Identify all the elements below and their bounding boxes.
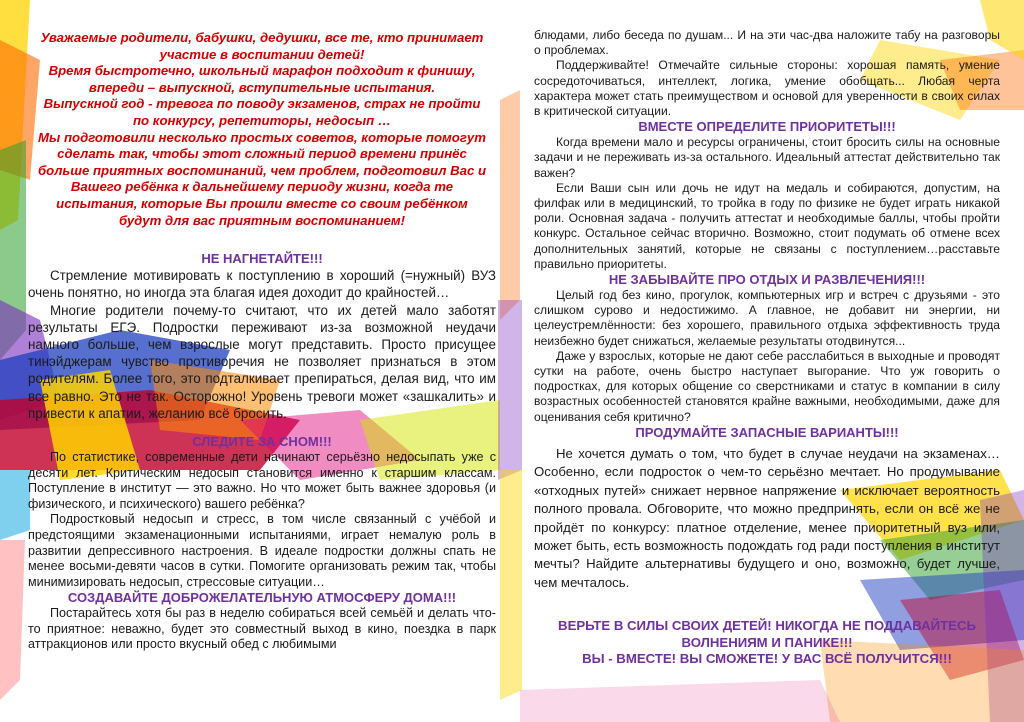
intro-anxiety: Выпускной год - тревога по поводу экзаменов, страх не пройти по конкурсу, репетиторы, недосып … — [43, 96, 481, 128]
heading-atmosphere: СОЗДАВАЙТЕ ДОБРОЖЕЛАТЕЛЬНУЮ АТМОСФЕРУ ДОМА!!! — [67, 590, 457, 606]
heading-no-pressure: НЕ НАГНЕТАЙТЕ!!! — [201, 251, 323, 267]
closing-line-2: ВЫ - ВМЕСТЕ! ВЫ СМОЖЕТЕ! У ВАС ВСЁ ПОЛУЧИТСЯ!!! — [582, 651, 952, 667]
paragraph: По статистике, современные дети начинают серьёзно недосыпать уже с десяти лет. Критическим недосып становится именно к старшим классам. Поступление в институт — это важно. Но что может быть важнее здоровья (и физического, и психического) вашего ребёнка? — [28, 449, 496, 511]
heading-priorities: ВМЕСТЕ ОПРЕДЕЛИТЕ ПРИОРИТЕТЫ!!! — [638, 119, 896, 135]
intro-appeal — [34, 30, 490, 229]
paragraph: Когда времени мало и ресурсы ограничены, стоит бросить силы на основные задачи и не переживать из-за остального. Идеальный аттестат действительно так важен? — [534, 135, 1000, 180]
heading-backup: ПРОДУМАЙТЕ ЗАПАСНЫЕ ВАРИАНТЫ!!! — [635, 424, 899, 440]
intro-advice: Мы подготовили несколько простых советов, которые помогут сделать так, чтобы этот сложный период времени принёс больше приятных воспоминаний, чем проблем, подготовил Вас и Вашего ребёнка к дальнейшему периоду жизни, когда те испытания, которые Вы прошли вместе со своим ребёнком будут для вас приятным воспоминанием! — [38, 129, 486, 228]
heading-sleep: СЛЕДИТЕ ЗА СНОМ!!! — [192, 433, 332, 449]
intro-time: Время быстротечно, школьный марафон подходит к финишу, впереди – выпускной, вступительные испытания. — [48, 63, 476, 95]
paragraph: Даже у взрослых, которые не дают себе расслабиться в выходные и проводят сутки на работе, очень быстро наступает выгорание. Что уж говорить о подростках, для которых общение со сверстниками и статус в компании в силу возрастных особенностей становятся крайне важными, необходимыми, даже для оценивания себя критично? — [534, 348, 1000, 424]
paragraph: блюдами, либо беседа по душам... И на эти час-два наложите табу на разговоры о проблемах. — [534, 28, 1000, 58]
paragraph: Целый год без кино, прогулок, компьютерных игр и встреч с друзьями - это слишком сурово и недостижимо. А главное, не добавит ни энергии, ни целеустремлённости: без хорошего, правильного отдыха эффективность труда неизбежно будет снижаться, желаемые результаты отодвинутся... — [534, 288, 1000, 348]
paragraph: Стремление мотивировать к поступлению в хороший (=нужный) ВУЗ очень понятно, но иногда эта благая идея доходит до крайностей… — [28, 268, 496, 301]
paragraph: Поддерживайте! Отмечайте сильные стороны: хорошая память, умение сосредоточиваться, интеллект, логика, умение обобщать... Любая черта характера может стать преимуществом и основой для уверенности в своих силах в критической ситуации. — [534, 58, 1000, 119]
right-column — [534, 28, 1000, 668]
closing-message — [534, 618, 1000, 668]
paragraph: Многие родители почему-то считают, что их детей мало заботят результаты ЕГЭ. Подростки переживают из-за возможной неудачи намного больше, чем взрослые могут представить. Просто присущее тинэйджерам чувство противоречия не позволяет признаться в этом родителям. Более того, это подталкивает препираться, делая вид, что им все равно. Это не так. Осторожно! Уровень тревоги может «зашкалить» и привести к апатии, желанию всё бросить. — [28, 302, 496, 421]
intro-greeting: Уважаемые родители, бабушки, дедушки, все те, кто принимает участие в воспитании детей! — [40, 30, 484, 62]
paragraph: Подростковый недосып и стресс, в том числе связанный с учёбой и предстоящими экзаменационными испытаниями, играет немалую роль в развитии депрессивного настроения. В идеале подростки должны спать не менее восьми-девяти часов в сутки. Помогите организовать режим так, чтобы минимизировать недосып, стрессовые ситуации… — [28, 512, 496, 589]
closing-line-1: ВЕРЬТЕ В СИЛЫ СВОИХ ДЕТЕЙ! НИКОГДА НЕ ПОДДАВАЙТЕСЬ ВОЛНЕНИЯМ И ПАНИКЕ!!! — [558, 618, 976, 650]
left-column — [28, 30, 496, 653]
paragraph: Постарайтесь хотя бы раз в неделю собираться всей семьёй и делать что-то приятное: неважно, будет это совместный выход в кино, поездка в парк аттракционов или просто вкусный обед с любимыми — [28, 606, 496, 652]
heading-rest: НЕ ЗАБЫВАЙТЕ ПРО ОТДЫХ И РАЗВЛЕЧЕНИЯ!!! — [608, 272, 926, 288]
paragraph: Если Ваши сын или дочь не идут на медаль и собираются, допустим, на филфак или в медицинский, то тройка в году по физике не будет играть никакой роли. Основная задача - получить аттестат и необходимые баллы, чтобы пройти конкурс. Остальное сейчас вторично. Возможно, стоит подумать об отмене всех дополнительных занятий, которые не связаны с поступлением…расставьте правильно приоритеты. — [534, 180, 1000, 271]
paragraph: Не хочется думать о том, что будет в случае неудачи на экзаменах… Особенно, если подросток о чем-то серьёзно мечтает. Но продумывание «отходных путей» снижает нервное напряжение и исключает вероятность полного провала. Обговорите, что можно предпринять, если он всё же не пройдёт по конкурсу: платное отделение, менее приоритетный вуз или, может быть, есть возможность подождать год ради поступления в институт мечты? Найдите альтернативы будущего и оно, возможно, будет лучше, чем мечталось. — [534, 445, 1000, 590]
